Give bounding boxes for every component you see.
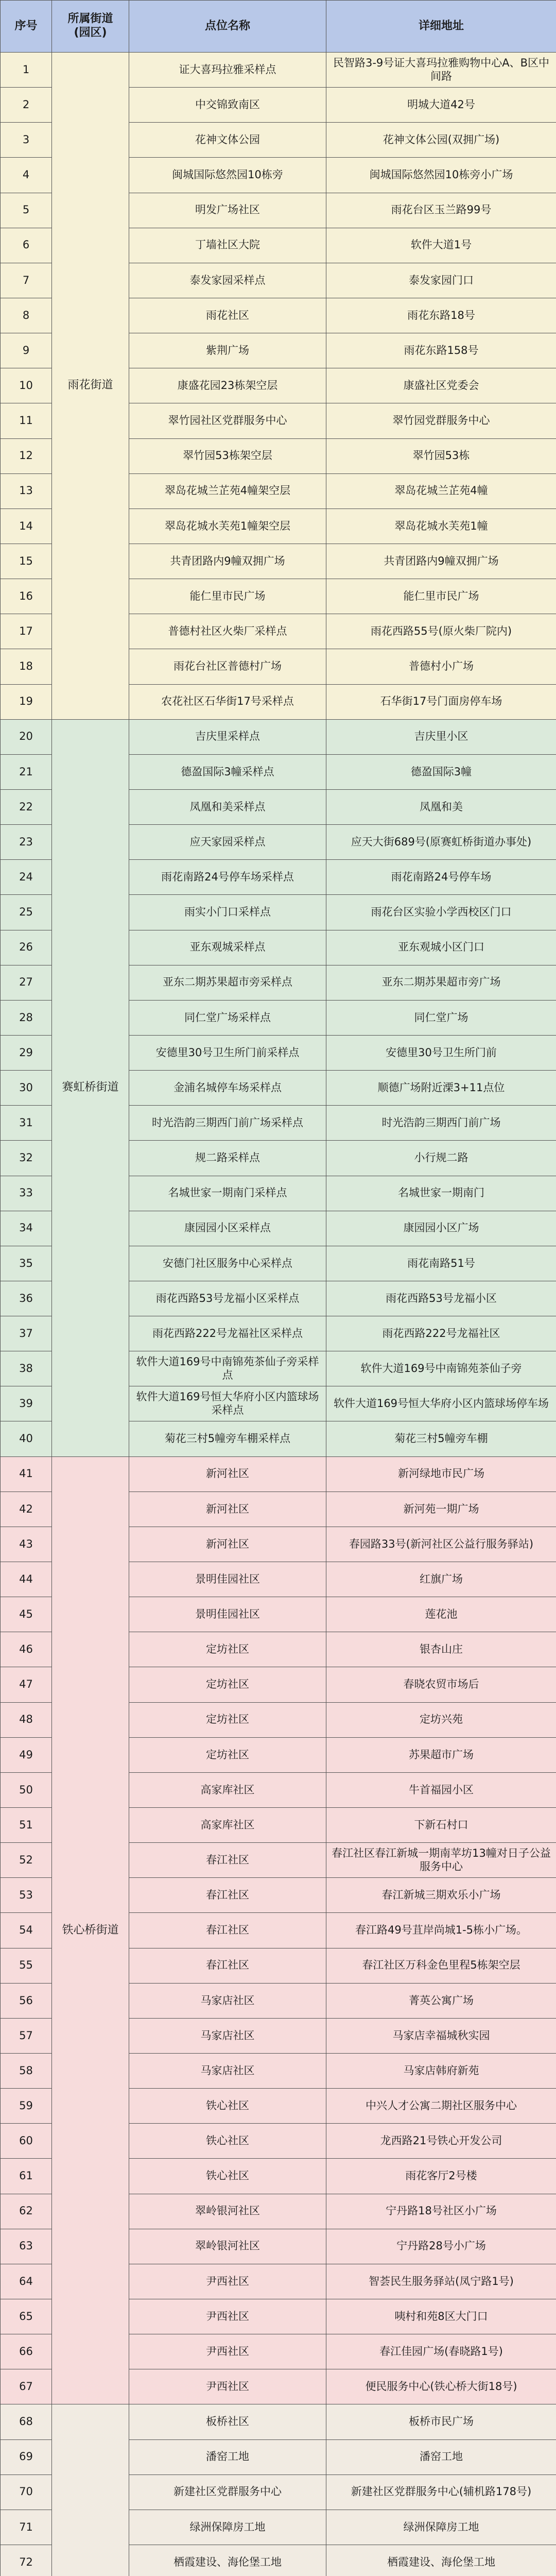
address-cell: 吉庆里小区	[326, 719, 556, 754]
site-name-cell: 康园园小区采样点	[129, 1211, 326, 1246]
address-cell: 春江新城三期欢乐小广场	[326, 1878, 556, 1913]
site-name-cell: 翠竹园53栋架空层	[129, 438, 326, 473]
site-name-cell: 时光浩韵三期西门前广场采样点	[129, 1106, 326, 1141]
site-name-cell: 新河社区	[129, 1456, 326, 1492]
address-cell: 雨花南路24号停车场	[326, 860, 556, 895]
address-cell: 石华街17号门面房停车场	[326, 684, 556, 719]
address-cell: 闽城国际悠然园10栋旁小广场	[326, 158, 556, 193]
row-index: 47	[1, 1667, 52, 1702]
address-cell: 下新石村口	[326, 1808, 556, 1843]
site-name-cell: 安德门社区服务中心采样点	[129, 1246, 326, 1281]
site-name-cell: 安德里30号卫生所门前采样点	[129, 1035, 326, 1070]
row-index: 36	[1, 1281, 52, 1316]
row-index: 50	[1, 1772, 52, 1807]
site-name-cell: 翠岭银河社区	[129, 2194, 326, 2229]
row-index: 59	[1, 2089, 52, 2124]
site-name-cell: 共青团路内9幢双拥广场	[129, 544, 326, 579]
row-index: 46	[1, 1632, 52, 1667]
row-index: 8	[1, 298, 52, 333]
site-name-cell: 尹西社区	[129, 2369, 326, 2404]
site-name-cell: 新河社区	[129, 1492, 326, 1527]
row-index: 42	[1, 1492, 52, 1527]
address-cell: 安德里30号卫生所门前	[326, 1035, 556, 1070]
site-name-cell: 翠岛花城兰芷苑4幢架空层	[129, 473, 326, 509]
address-cell: 雨花台区实验小学西校区门口	[326, 895, 556, 930]
row-index: 17	[1, 614, 52, 649]
site-name-cell: 景明佳园社区	[129, 1597, 326, 1632]
row-index: 25	[1, 895, 52, 930]
site-name-cell: 绿洲保障房工地	[129, 2510, 326, 2545]
address-cell: 中兴人才公寓二期社区服务中心	[326, 2089, 556, 2124]
address-cell: 雨花台区玉兰路99号	[326, 193, 556, 228]
address-cell: 雨花西路222号龙福社区	[326, 1316, 556, 1351]
row-index: 51	[1, 1808, 52, 1843]
site-name-cell: 景明佳园社区	[129, 1562, 326, 1597]
site-name-cell: 栖霞建设、海伦堡工地	[129, 2545, 326, 2576]
site-name-cell: 亚东二期苏果超市旁采样点	[129, 965, 326, 1000]
site-name-cell: 丁墙社区大院	[129, 228, 326, 263]
site-name-cell: 马家店社区	[129, 2054, 326, 2089]
row-index: 18	[1, 649, 52, 684]
site-name-cell: 雨花台社区普德村广场	[129, 649, 326, 684]
site-name-cell: 名城世家一期南门采样点	[129, 1176, 326, 1211]
address-cell: 顺德广场附近溧3+11点位	[326, 1071, 556, 1106]
table-row	[1, 719, 556, 754]
row-index: 15	[1, 544, 52, 579]
address-cell: 雨花西路53号龙福小区	[326, 1281, 556, 1316]
address-cell: 时光浩韵三期西门前广场	[326, 1106, 556, 1141]
row-index: 23	[1, 825, 52, 860]
site-name-cell: 农花社区石华街17号采样点	[129, 684, 326, 719]
site-name-cell: 翠岛花城水芙苑1幢架空层	[129, 509, 326, 544]
row-index: 72	[1, 2545, 52, 2576]
address-cell: 亚东二期苏果超市旁广场	[326, 965, 556, 1000]
row-index: 69	[1, 2439, 52, 2475]
row-index: 65	[1, 2299, 52, 2334]
header-row	[1, 1, 556, 53]
site-name-cell: 新建社区党群服务中心	[129, 2475, 326, 2510]
site-name-cell: 吉庆里采样点	[129, 719, 326, 754]
row-index: 16	[1, 579, 52, 614]
district-cell: 赛虹桥街道	[52, 719, 129, 1456]
site-name-cell: 普德村社区火柴厂采样点	[129, 614, 326, 649]
row-index: 9	[1, 333, 52, 368]
address-cell: 新河苑一期广场	[326, 1492, 556, 1527]
site-name-cell: 应天家园采样点	[129, 825, 326, 860]
site-name-cell: 雨实小门口采样点	[129, 895, 326, 930]
row-index: 21	[1, 754, 52, 789]
site-name-cell: 软件大道169号恒大华府小区内篮球场采样点	[129, 1386, 326, 1421]
row-index: 2	[1, 88, 52, 123]
district-cell	[52, 2404, 129, 2576]
site-name-cell: 春江社区	[129, 1843, 326, 1878]
row-index: 4	[1, 158, 52, 193]
row-index: 6	[1, 228, 52, 263]
row-index: 14	[1, 509, 52, 544]
row-index: 70	[1, 2475, 52, 2510]
address-cell: 亚东观城小区门口	[326, 930, 556, 965]
address-cell: 春江佳园广场(春晓路1号)	[326, 2334, 556, 2369]
row-index: 29	[1, 1035, 52, 1070]
site-name-cell: 春江社区	[129, 1948, 326, 1983]
row-index: 7	[1, 263, 52, 298]
row-index: 41	[1, 1456, 52, 1492]
address-cell: 雨花东路158号	[326, 333, 556, 368]
address-cell: 雨花东路18号	[326, 298, 556, 333]
address-cell: 软件大道169号恒大华府小区内篮球场停车场	[326, 1386, 556, 1421]
row-index: 62	[1, 2194, 52, 2229]
address-cell: 春江社区万科金色里程5栋架空层	[326, 1948, 556, 1983]
site-name-cell: 铁心社区	[129, 2089, 326, 2124]
address-cell: 马家店幸福城秋实园	[326, 2018, 556, 2053]
row-index: 19	[1, 684, 52, 719]
site-name-cell: 中交锦致南区	[129, 88, 326, 123]
site-name-cell: 凤凰和美采样点	[129, 789, 326, 824]
row-index: 64	[1, 2264, 52, 2299]
address-cell: 红旗广场	[326, 1562, 556, 1597]
address-cell: 翠竹园53栋	[326, 438, 556, 473]
table-row	[1, 2404, 556, 2439]
site-name-cell: 明发广场社区	[129, 193, 326, 228]
address-cell: 智荟民生服务驿站(凤宁路1号)	[326, 2264, 556, 2299]
table-row	[1, 1456, 556, 1492]
row-index: 27	[1, 965, 52, 1000]
table-body	[1, 53, 556, 2576]
site-name-cell: 闽城国际悠然园10栋旁	[129, 158, 326, 193]
site-name-cell: 尹西社区	[129, 2334, 326, 2369]
row-index: 67	[1, 2369, 52, 2404]
row-index: 49	[1, 1737, 52, 1772]
address-cell: 绿洲保障房工地	[326, 2510, 556, 2545]
address-cell: 苏果超市广场	[326, 1737, 556, 1772]
row-index: 45	[1, 1597, 52, 1632]
site-name-cell: 雨花西路222号龙福社区采样点	[129, 1316, 326, 1351]
address-cell: 应天大街689号(原赛虹桥街道办事处)	[326, 825, 556, 860]
row-index: 63	[1, 2229, 52, 2264]
address-cell: 名城世家一期南门	[326, 1176, 556, 1211]
address-cell: 新河绿地市民广场	[326, 1456, 556, 1492]
row-index: 34	[1, 1211, 52, 1246]
row-index: 30	[1, 1071, 52, 1106]
address-cell: 凤凰和美	[326, 789, 556, 824]
row-index: 11	[1, 403, 52, 438]
address-cell: 康园园小区广场	[326, 1211, 556, 1246]
row-index: 43	[1, 1527, 52, 1562]
row-index: 61	[1, 2159, 52, 2194]
site-name-cell: 证大喜玛拉雅采样点	[129, 53, 326, 88]
site-name-cell: 紫荆广场	[129, 333, 326, 368]
site-name-cell: 金浦名城停车场采样点	[129, 1071, 326, 1106]
site-name-cell: 康盛花园23栋架空层	[129, 368, 326, 403]
header-district: 所属街道 (园区)	[52, 1, 129, 53]
row-index: 58	[1, 2054, 52, 2089]
site-name-cell: 尹西社区	[129, 2264, 326, 2299]
address-cell: 宁丹路18号社区小广场	[326, 2194, 556, 2229]
row-index: 10	[1, 368, 52, 403]
site-name-cell: 德盈国际3幢采样点	[129, 754, 326, 789]
site-name-cell: 雨花南路24号停车场采样点	[129, 860, 326, 895]
site-name-cell: 能仁里市民广场	[129, 579, 326, 614]
district-cell: 雨花街道	[52, 53, 129, 720]
table-row	[1, 53, 556, 88]
site-name-cell: 定坊社区	[129, 1632, 326, 1667]
address-cell: 泰发家园门口	[326, 263, 556, 298]
address-cell: 同仁堂广场	[326, 1000, 556, 1035]
address-cell: 板桥市民广场	[326, 2404, 556, 2439]
row-index: 44	[1, 1562, 52, 1597]
address-cell: 翠岛花城兰芷苑4幢	[326, 473, 556, 509]
site-name-cell: 定坊社区	[129, 1702, 326, 1737]
site-name-cell: 马家店社区	[129, 1983, 326, 2018]
row-index: 38	[1, 1351, 52, 1386]
address-cell: 菁英公寓广场	[326, 1983, 556, 2018]
row-index: 32	[1, 1141, 52, 1176]
row-index: 26	[1, 930, 52, 965]
row-index: 3	[1, 123, 52, 158]
address-cell: 康盛社区党委会	[326, 368, 556, 403]
site-name-cell: 新河社区	[129, 1527, 326, 1562]
site-name-cell: 定坊社区	[129, 1667, 326, 1702]
row-index: 35	[1, 1246, 52, 1281]
site-name-cell: 高家库社区	[129, 1772, 326, 1807]
address-cell: 银杏山庄	[326, 1632, 556, 1667]
address-cell: 能仁里市民广场	[326, 579, 556, 614]
address-cell: 龙西路21号铁心开发公司	[326, 2124, 556, 2159]
site-name-cell: 同仁堂广场采样点	[129, 1000, 326, 1035]
address-cell: 春园路33号(新河社区公益行服务驿站)	[326, 1527, 556, 1562]
address-cell: 雨花西路55号(原火柴厂院内)	[326, 614, 556, 649]
row-index: 68	[1, 2404, 52, 2439]
address-cell: 雨花南路51号	[326, 1246, 556, 1281]
site-name-cell: 板桥社区	[129, 2404, 326, 2439]
address-cell: 花神文体公园(双拥广场)	[326, 123, 556, 158]
row-index: 57	[1, 2018, 52, 2053]
row-index: 54	[1, 1913, 52, 1948]
row-index: 31	[1, 1106, 52, 1141]
site-name-cell: 雨花社区	[129, 298, 326, 333]
site-name-cell: 翠竹园社区党群服务中心	[129, 403, 326, 438]
row-index: 52	[1, 1843, 52, 1878]
row-index: 1	[1, 53, 52, 88]
header-index: 序号	[1, 1, 52, 53]
address-cell: 宁丹路28号小广场	[326, 2229, 556, 2264]
row-index: 40	[1, 1421, 52, 1456]
address-cell: 马家店韩府新苑	[326, 2054, 556, 2089]
row-index: 60	[1, 2124, 52, 2159]
address-cell: 普德村小广场	[326, 649, 556, 684]
site-name-cell: 泰发家园采样点	[129, 263, 326, 298]
address-cell: 春晓农贸市场后	[326, 1667, 556, 1702]
site-name-cell: 潘窑工地	[129, 2439, 326, 2475]
row-index: 48	[1, 1702, 52, 1737]
site-name-cell: 规二路采样点	[129, 1141, 326, 1176]
address-cell: 春江路49号苴岸尚城1-5栋小广场。	[326, 1913, 556, 1948]
site-name-cell: 铁心社区	[129, 2124, 326, 2159]
address-cell: 德盈国际3幢	[326, 754, 556, 789]
address-cell: 菊花三村5幢旁车棚	[326, 1421, 556, 1456]
row-index: 56	[1, 1983, 52, 2018]
site-name-cell: 高家库社区	[129, 1808, 326, 1843]
site-name-cell: 翠岭银河社区	[129, 2229, 326, 2264]
site-name-cell: 亚东观城采样点	[129, 930, 326, 965]
row-index: 33	[1, 1176, 52, 1211]
site-name-cell: 铁心社区	[129, 2159, 326, 2194]
row-index: 12	[1, 438, 52, 473]
address-cell: 定坊兴苑	[326, 1702, 556, 1737]
address-cell: 牛首福园小区	[326, 1772, 556, 1807]
row-index: 22	[1, 789, 52, 824]
address-cell: 春江社区春江新城一期南苹坊13幢对日子公益服务中心	[326, 1843, 556, 1878]
row-index: 66	[1, 2334, 52, 2369]
row-index: 5	[1, 193, 52, 228]
site-name-cell: 马家店社区	[129, 2018, 326, 2053]
row-index: 53	[1, 1878, 52, 1913]
address-cell: 软件大道1号	[326, 228, 556, 263]
address-cell: 莲花池	[326, 1597, 556, 1632]
address-cell: 小行规二路	[326, 1141, 556, 1176]
header-address: 详细地址	[326, 1, 556, 53]
site-name-cell: 春江社区	[129, 1913, 326, 1948]
site-name-cell: 花神文体公园	[129, 123, 326, 158]
address-cell: 便民服务中心(铁心桥大街18号)	[326, 2369, 556, 2404]
header-site-name: 点位名称	[129, 1, 326, 53]
row-index: 37	[1, 1316, 52, 1351]
address-cell: 雨花客厅2号楼	[326, 2159, 556, 2194]
address-cell: 民智路3-9号证大喜玛拉雅购物中心A、B区中间路	[326, 53, 556, 88]
address-cell: 翠竹园党群服务中心	[326, 403, 556, 438]
row-index: 28	[1, 1000, 52, 1035]
row-index: 24	[1, 860, 52, 895]
address-cell: 新建社区党群服务中心(辅机路178号)	[326, 2475, 556, 2510]
row-index: 13	[1, 473, 52, 509]
site-name-cell: 软件大道169号中南锦苑茶仙子旁采样点	[129, 1351, 326, 1386]
address-cell: 咦村和苑8区大门口	[326, 2299, 556, 2334]
row-index: 39	[1, 1386, 52, 1421]
address-cell: 潘窑工地	[326, 2439, 556, 2475]
row-index: 71	[1, 2510, 52, 2545]
site-name-cell: 雨花西路53号龙福小区采样点	[129, 1281, 326, 1316]
address-cell: 软件大道169号中南锦苑茶仙子旁	[326, 1351, 556, 1386]
address-cell: 共青团路内9幢双拥广场	[326, 544, 556, 579]
site-name-cell: 春江社区	[129, 1878, 326, 1913]
address-cell: 明城大道42号	[326, 88, 556, 123]
row-index: 55	[1, 1948, 52, 1983]
row-index: 20	[1, 719, 52, 754]
site-name-cell: 定坊社区	[129, 1737, 326, 1772]
district-cell: 铁心桥街道	[52, 1456, 129, 2404]
address-cell: 翠岛花城水芙苑1幢	[326, 509, 556, 544]
site-name-cell: 菊花三村5幢旁车棚采样点	[129, 1421, 326, 1456]
site-name-cell: 尹西社区	[129, 2299, 326, 2334]
address-cell: 栖霞建设、海伦堡工地	[326, 2545, 556, 2576]
